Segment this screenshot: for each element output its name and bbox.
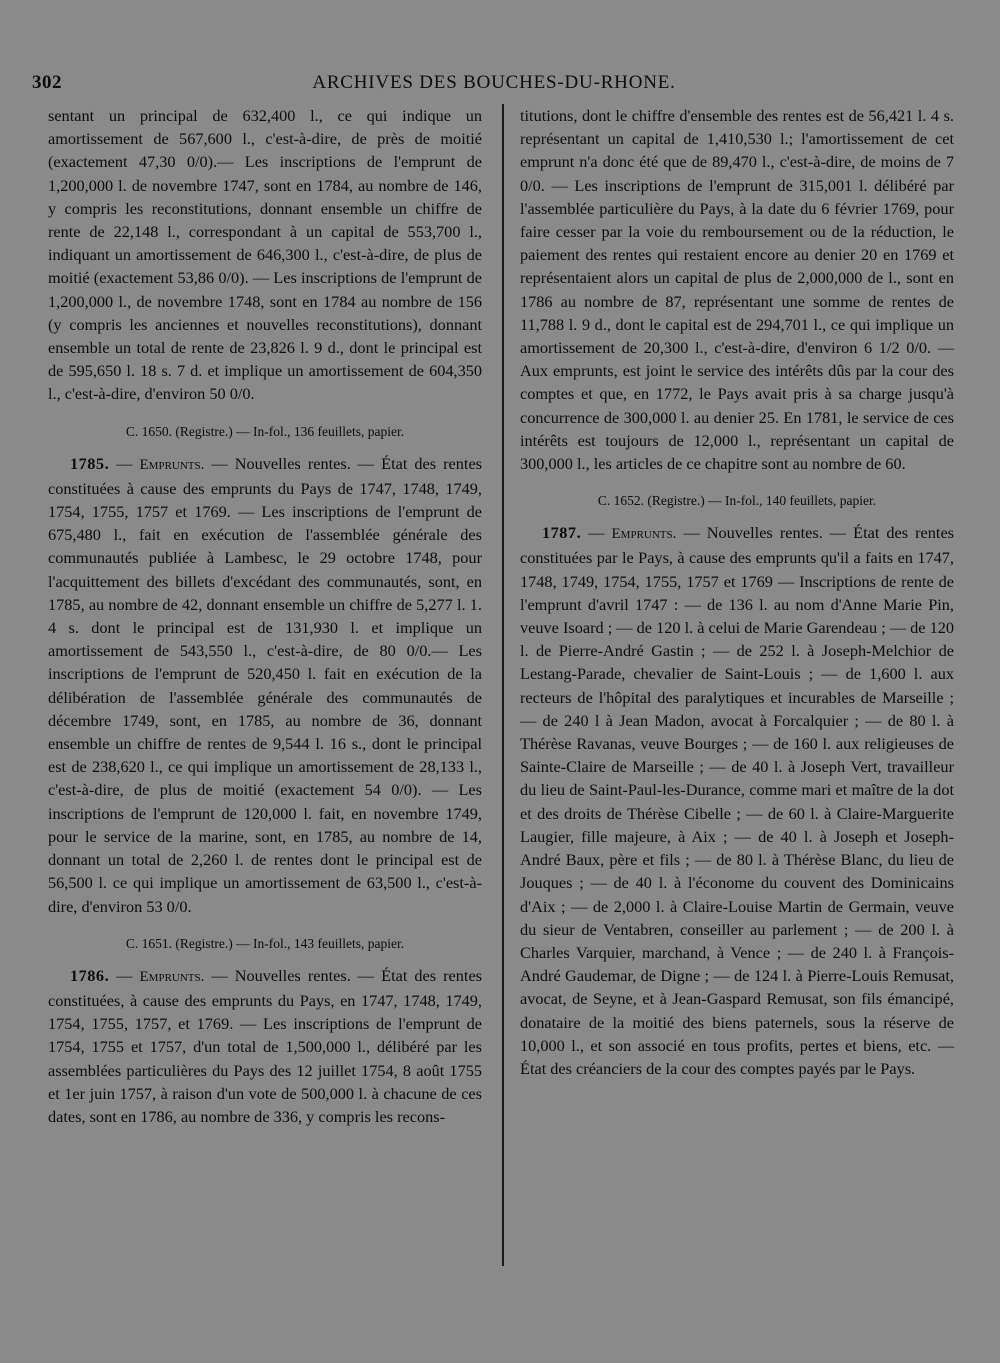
running-title: ARCHIVES DES BOUCHES-DU-RHONE. <box>312 72 676 93</box>
archive-reference: C. 1651. (Registre.) — In-fol., 143 feuillets, papier. <box>125 935 405 951</box>
entry-1787: 1787. — Emprunts. — Nouvelles rentes. — État des rentes constituées par le Pays, à cause des emprunts qu'il a faits en 1747, 1748, 1749, 1754, 1755, 1757 et 1769 — Inscriptions de rente de l'emprunt d'avril 1747 : — de 136 l. au nom d'Anne Marie Pin, veuve Isoard ; — de 120 l. à celui de Marie Garendeau ; — de 120 l. de Pierre-André Gastin ; — de 252 l. à Joseph-Melchior de Lestang-Parade, chevalier de Saint-Louis ; — de 1,600 l. aux recteurs de l'hôpital des paralytiques et incurables de Marseille ; — de 240 l à Jean Madon, avocat à Forcalquier ; — de 80 l. à Thérèse Ravanas, veuve Bourges ; — de 160 l. aux religieuses de Sainte-Claire de Marseille ; — de 40 l. à Joseph Vert, travailleur du lieu de Saint-Paul-les-Durance, comme mari et maître de la dot et des droits de Thérèse Cibelle ; — de 60 l. à Claire-Marguerite Laugier, fille majeure, à Aix ; — de 40 l. à Joseph et Joseph-André Baux, père et fils ; — de 80 l. à Thérèse Blanc, du lieu de Jouques ; — de 40 l. à l'économe du couvent des Dominicains d'Aix ; — de 2,000 l. à Claire-Louise Martin de Germain, veuve du sieur de Ventabren, conseiller au parlement ; — de 200 l. à Charles Varquier, marchand, à Vence ; — de 240 l. à François-André Gaudemar, de Digne ; — de 124 l. à Pierre-Louis Remusat, avocat, de Seyne, et à Jean-Gaspard Remusat, son fils émancipé, donataire de la moitié des biens paternels, sous la réserve de 10,000 l., et son associé en tous profits, pertes et biens, etc. — État des créanciers de la cour des comptes payés par le Pays. <box>520 523 955 1078</box>
archive-reference: C. 1652. (Registre.) — In-fol., 140 feuillets, papier. <box>597 493 877 509</box>
left-column <box>48 104 482 1128</box>
entry-number: 1786. <box>70 965 110 985</box>
entry-text: — Nouvelles rentes. — État des rentes constituées, à cause des emprunts du Pays, en 1747, 1748, 1749, 1754, 1755, 1757, et 1769. — Les inscriptions de l'emprunt de 1754, 1755 et 1757, d'un total de 1,500,000 l., délibéré par les assemblées particulières du Pays des 12 juillet 1754, 8 août 1755 et 1er juin 1757, à raison d'un vote de 500,000 l. à chacune de ces dates, sont en 1786, au nombre de 336, y compris les recons- <box>48 965 483 1126</box>
entry-1785: 1785. — Emprunts. — Nouvelles rentes. — État des rentes constituées à cause des emprunts du Pays de 1747, 1748, 1749, 1754, 1755, 1757 et 1769. — Les inscriptions de l'emprunt de 675,480 l., fait en exécution de l'assemblée générale des communautés publiée à Lambesc, le 29 octobre 1748, pour l'acquittement des billets d'excédant des communautés, sont, en 1785, au nombre de 42, donnant ensemble un chiffre de 5,277 l. 1. 4 s. dont le principal est de 131,930 l. et implique un amortissement de 543,550 l., c'est-à-dire, de 80 0/0.— Les inscriptions de l'emprunt de 520,450 l. fait en exécution de la délibération de l'assemblée générale des communautés de décembre 1749, sont, en 1785, au nombre de 36, donnant ensemble un chiffre de rentes de 9,544 l. 16 s., dont le principal est de 238,620 l., ce qui implique un amortissement de 28,133 l., c'est-à-dire, de plus de moitié (exactement 54 0/0). — Les inscriptions de l'emprunt de 120,000 l. fait, en novembre 1749, pour le service de la marine, sont, en 1785, au nombre de 14, donnant un total de 2,260 l. de rentes dont le principal est de 56,500 l. ce qui implique un amortissement de 63,500 l., c'est-à-dire, d'environ 53 0/0. <box>48 453 483 916</box>
page-header <box>32 72 956 98</box>
entry-number: 1785. <box>70 453 110 473</box>
right-column <box>520 104 954 1080</box>
entry-1786: 1786. — Emprunts. — Nouvelles rentes. — État des rentes constituées, à cause des emprunts du Pays, en 1747, 1748, 1749, 1754, 1755, 1757, et 1769. — Les inscriptions de l'emprunt de 1754, 1755 et 1757, d'un total de 1,500,000 l., délibéré par les assemblées particulières du Pays des 12 juillet 1754, 8 août 1755 et 1er juin 1757, à raison d'un vote de 500,000 l. à chacune de ces dates, sont en 1786, au nombre de 336, y compris les recons- <box>48 965 483 1126</box>
entry-keyword: Emprunts. <box>139 456 205 473</box>
archive-reference: C. 1650. (Registre.) — In-fol., 136 feuillets, papier. <box>125 423 405 439</box>
entry-keyword: Emprunts. <box>139 968 205 985</box>
continuation-paragraph: sentant un principal de 632,400 l., ce qui indique un amortissement de 567,600 l., c'est-à-dire, de près de moitié (exactement 47,30 0/0).— Les inscriptions de l'emprunt de 1,200,000 l. de novembre 1747, sont en 1784, au nombre de 146, y compris les reconstitutions, donnant ensemble un chiffre de rente de 22,148 l., correspondant à un capital de 553,700 l., indiquant un amortissement de 646,300 l., c'est-à-dire, de plus de moitié (exactement 53,86 0/0). — Les inscriptions de l'emprunt de 1,200,000 l., de novembre 1748, sont en 1784 au nombre de 156 (y compris les anciennes et nouvelles reconstitutions), donnant ensemble un total de rente de 23,826 l. 9 d., dont le principal est de 595,650 l. 18 s. 7 d. et implique un amortissement de 604,350 l., c'est-à-dire, d'environ 50 0/0. <box>48 106 482 404</box>
column-divider <box>502 104 504 1266</box>
entry-text: — Nouvelles rentes. — État des rentes constituées par le Pays, à cause des emprunts qu'il a faits en 1747, 1748, 1749, 1754, 1755, 1757 et 1769 — Inscriptions de rente de l'emprunt d'avril 1747 : — de 136 l. au nom d'Anne Marie Pin, veuve Isoard ; — de 120 l. à celui de Marie Garendeau ; — de 120 l. de Pierre-André Gastin ; — de 252 l. à Joseph-Melchior de Lestang-Parade, chevalier de Saint-Louis ; — de 1,600 l. aux recteurs de l'hôpital des paralytiques et incurables de Marseille ; — de 240 l à Jean Madon, avocat à Forcalquier ; — de 80 l. à Thérèse Ravanas, veuve Bourges ; — de 160 l. aux religieuses de Sainte-Claire de Marseille ; — de 40 l. à Joseph Vert, travailleur du lieu de Saint-Paul-les-Durance, comme mari et maître de la dot et des droits de Thérèse Cibelle ; — de 60 l. à Claire-Marguerite Laugier, fille majeure, à Aix ; — de 40 l. à Joseph et Joseph-André Baux, père et fils ; — de 80 l. à Thérèse Blanc, du lieu de Jouques ; — de 40 l. à l'économe du couvent des Dominicains d'Aix ; — de 2,000 l. à Claire-Louise Martin de Germain, veuve du sieur de Ventabren, conseiller au parlement ; — de 200 l. à Charles Varquier, marchand, à Vence ; — de 240 l. à François-André Gaudemar, de Digne ; — de 124 l. à Pierre-Louis Remusat, avocat, de Seyne, et à Jean-Gaspard Remusat, son fils émancipé, donataire de la moitié des biens paternels, sous la réserve de 10,000 l., et son associé en tous profits, pertes et biens, etc. — État des créanciers de la cour des comptes payés par le Pays. <box>520 523 955 1078</box>
entry-keyword: Emprunts. <box>611 526 677 543</box>
entry-number: 1787. <box>542 523 582 543</box>
page-number: 302 <box>32 72 62 93</box>
continuation-paragraph: titutions, dont le chiffre d'ensemble des rentes est de 56,421 l. 4 s. représentant un capital de 1,410,530 l.; l'amortissement de cet emprunt n'a donc été que de 89,470 l., c'est-à-dire, de moins de 7 0/0. — Les inscriptions de l'emprunt de 315,001 l. délibéré par l'assemblée particulière du Pays, à la date du 6 février 1769, pour faire cesser par la voie du remboursement ou de la réduction, le paiement des rentes qui restaient encore au denier 20 en 1769 et représentaient alors un capital de plus de 2,000,000 de l., sont en 1786 au nombre de 87, représentant une somme de rentes de 11,788 l. 9 d., dont le capital est de 294,701 l., ce qui implique un amortissement de 20,300 l., c'est-à-dire, d'environ 6 1/2 0/0. — Aux emprunts, est joint le service des intérêts dûs par la cour des comptes et que, en 1772, le Pays avait pris à sa charge jusqu'à concurrence de 300,000 l. au denier 25. En 1781, le service de ces intérêts est toujours de 12,000 l., représentant un capital de 300,000 l., les articles de ce chapitre sont au nombre de 60. <box>520 106 954 474</box>
entry-text: — Nouvelles rentes. — État des rentes constituées à cause des emprunts du Pays de 1747, 1748, 1749, 1754, 1755, 1757 et 1769. — Les inscriptions de l'emprunt de 675,480 l., fait en exécution de l'assemblée générale des communautés publiée à Lambesc, le 29 octobre 1748, pour l'acquittement des billets d'excédant des communautés, sont, en 1785, au nombre de 42, donnant ensemble un chiffre de 5,277 l. 1. 4 s. dont le principal est de 131,930 l. et implique un amortissement de 543,550 l., c'est-à-dire, de 80 0/0.— Les inscriptions de l'emprunt de 520,450 l. fait en exécution de la délibération de l'assemblée générale des communautés de décembre 1749, sont, en 1785, au nombre de 36, donnant ensemble un chiffre de rentes de 9,544 l. 16 s., dont le principal est de 238,620 l., ce qui implique un amortissement de 28,133 l., c'est-à-dire, de plus de moitié (exactement 54 0/0). — Les inscriptions de l'emprunt de 120,000 l. fait, en novembre 1749, pour le service de la marine, sont, en 1785, au nombre de 14, donnant un total de 2,260 l. de rentes dont le principal est de 56,500 l. ce qui implique un amortissement de 63,500 l., c'est-à-dire, d'environ 53 0/0. <box>48 453 483 916</box>
